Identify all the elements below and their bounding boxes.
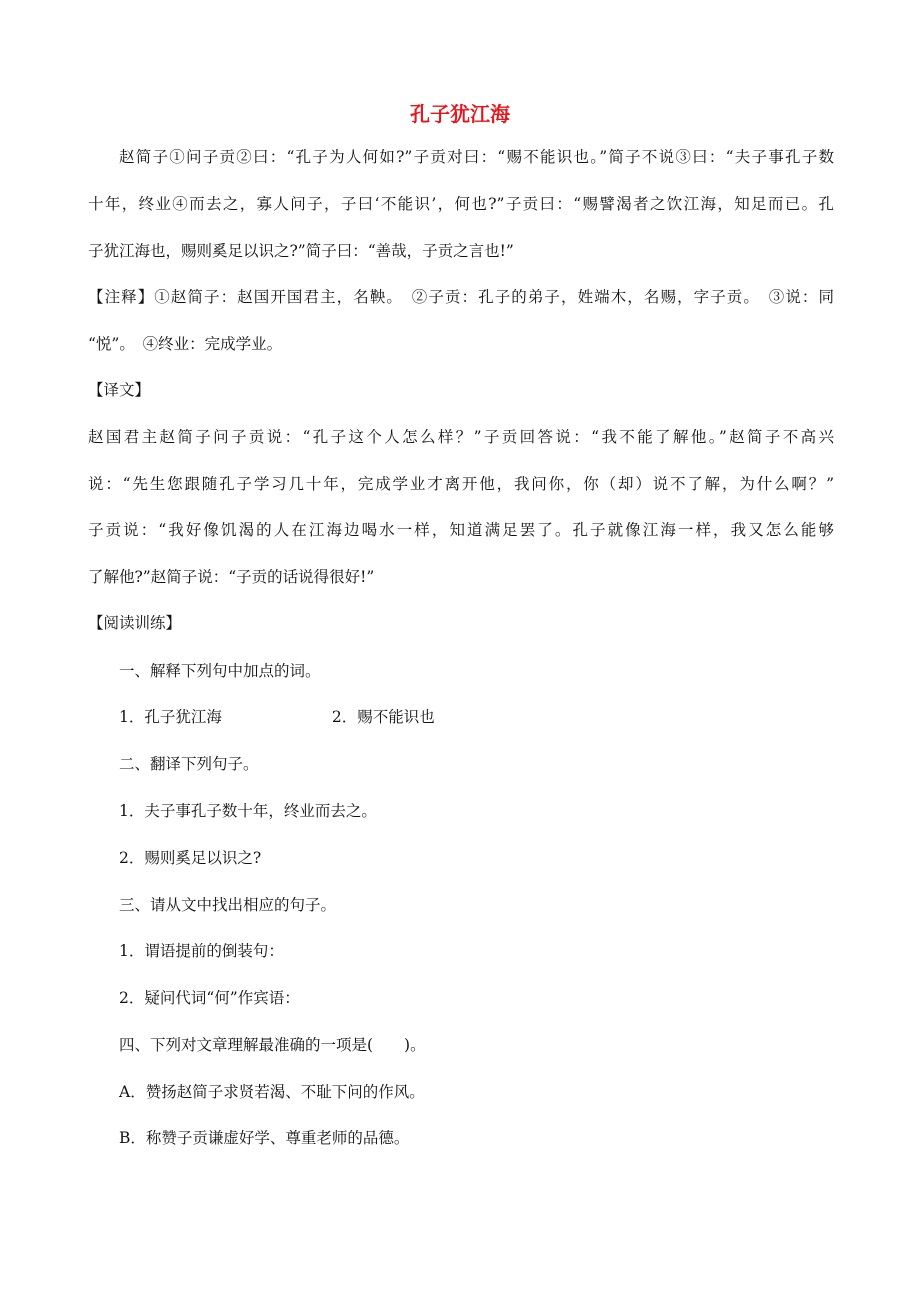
question-3-item-2: 2．疑问代词“何”作宾语： [119, 989, 300, 1007]
document-title: 孔子犹江海 [410, 102, 510, 126]
translation-line: 了解他?”赵简子说：“子贡的话说得很好!” [88, 568, 375, 586]
question-1-heading: 一、解释下列句中加点的词。 [119, 662, 321, 680]
translation-line: 赵国君主赵简子问子贡说：“孔子这个人怎么样？”子贡回答说：“我不能了解他。”赵简子不高兴 [88, 428, 834, 446]
notes-line: “悦”。 ④终业：完成学业。 [88, 335, 283, 353]
question-3-item-1: 1．谓语提前的倒装句： [119, 942, 284, 960]
question-1-item-2: 2．赐不能识也 [331, 708, 435, 726]
passage-line: 子犹江海也，赐则奚足以识之?”简子曰：“善哉，子贡之言也!” [88, 242, 514, 260]
question-3-heading: 三、请从文中找出相应的句子。 [119, 896, 337, 914]
exercise-heading: 【阅读训练】 [88, 614, 182, 632]
translation-line: 说：“先生您跟随孔子学习几十年，完成学业才离开他，我问你，你（却）说不了解，为什么啊？” [88, 475, 834, 493]
question-4-option-a: A．赞扬赵简子求贤若渴、不耻下问的作风。 [119, 1083, 425, 1101]
question-4-option-b: B．称赞子贡谦虚好学、尊重老师的品德。 [119, 1129, 410, 1147]
notes-line: 【注释】①赵简子：赵国开国君主，名鞅。 ②子贡：孔子的弟子，姓端木，名赐，字子贡。 ③说：同 [88, 288, 834, 306]
question-2-heading: 二、翻译下列句子。 [119, 755, 259, 773]
translation-heading: 【译文】 [88, 381, 151, 399]
question-4-heading: 四、下列对文章理解最准确的一项是( )。 [119, 1036, 426, 1054]
question-1-item-1: 1．孔子犹江海 [119, 708, 222, 726]
passage-line: 赵简子①问子贡②曰：“孔子为人何如?”子贡对曰：“赐不能识也。”简子不说③曰：“夫子事孔子数 [119, 148, 834, 166]
question-2-item-1: 1．夫子事孔子数十年，终业而去之。 [119, 802, 377, 820]
question-1-items [119, 706, 834, 728]
translation-line: 子贡说：“我好像饥渴的人在江海边喝水一样，知道满足罢了。孔子就像江海一样，我又怎么能够 [88, 521, 834, 539]
passage-line: 十年，终业④而去之，寡人问子，子曰‘不能识’，何也?”子贡曰：“赐譬渴者之饮江海，知足而已。孔 [88, 195, 834, 213]
question-2-item-2: 2．赐则奚足以识之? [119, 849, 262, 867]
